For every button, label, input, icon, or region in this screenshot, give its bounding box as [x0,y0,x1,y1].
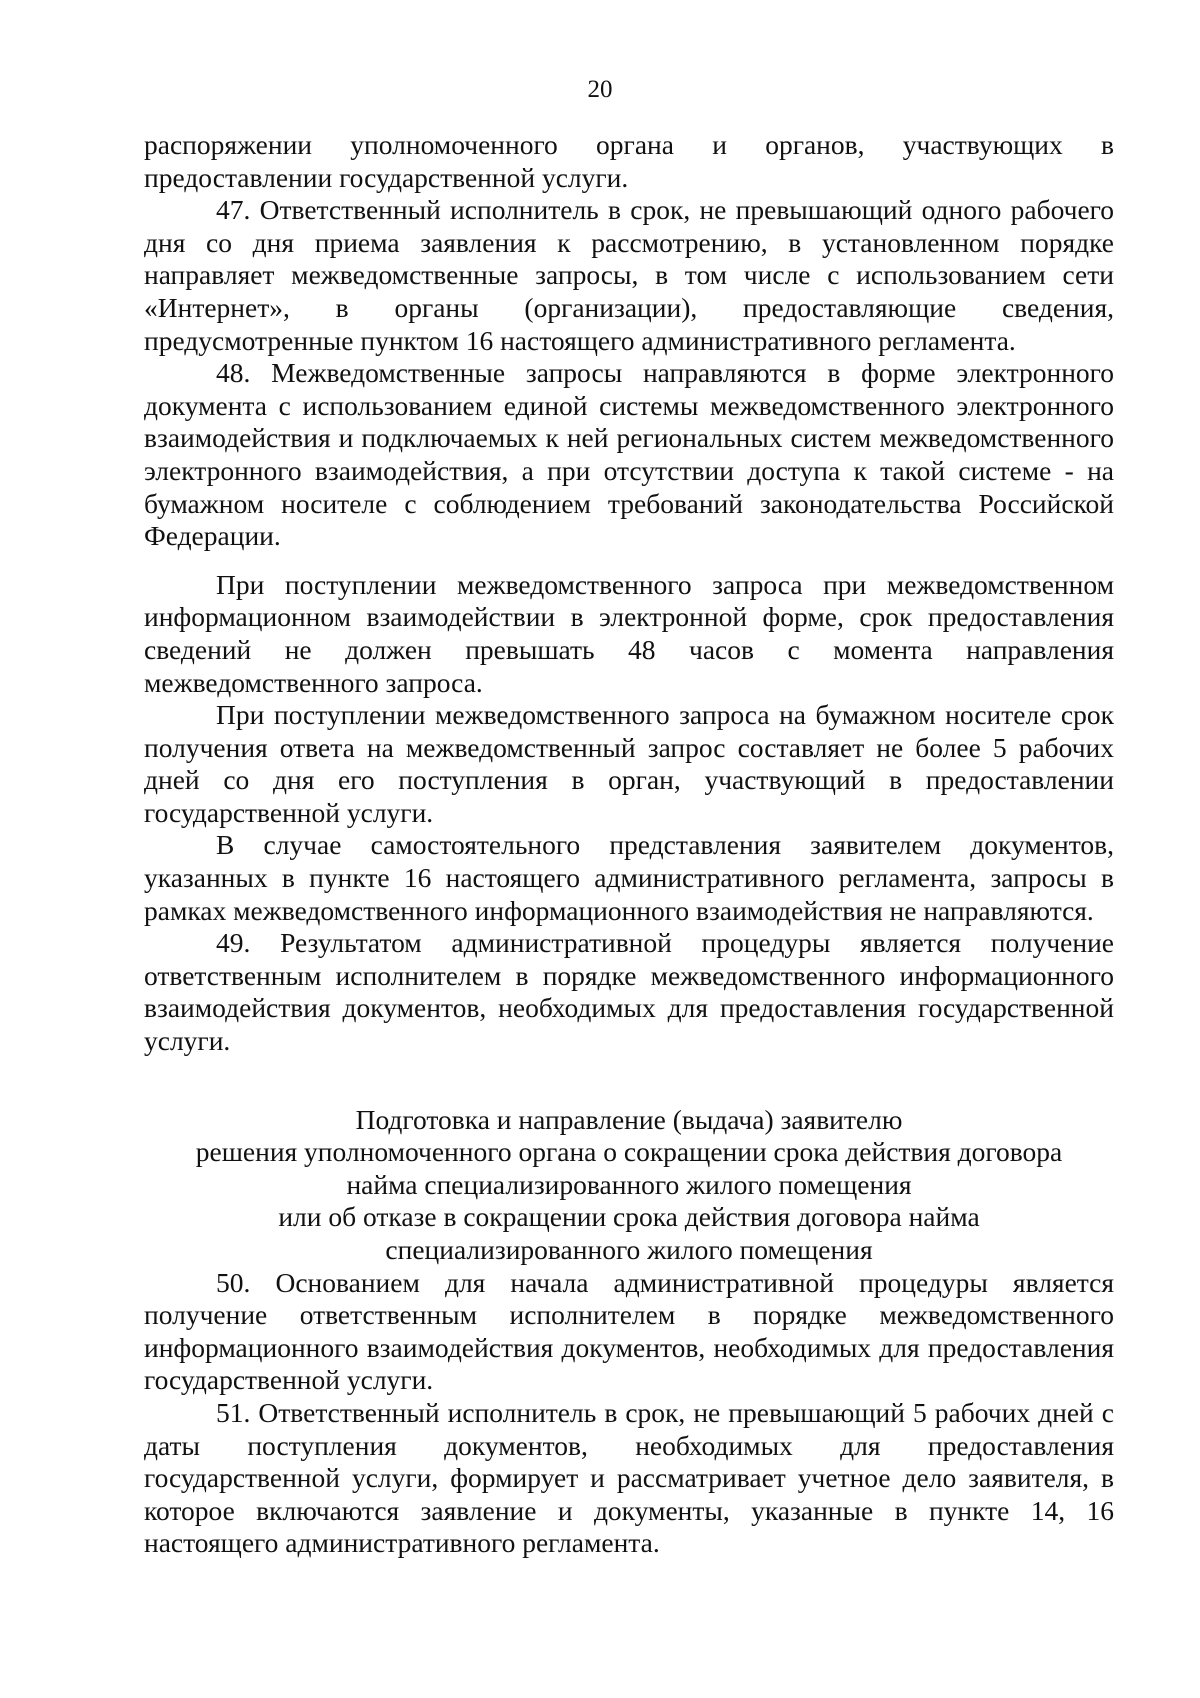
paragraph-continuation: распоряжении уполномоченного органа и органов, участвующих в предоставлении государственной услуги. [144,129,1114,193]
heading-line: Подготовка и направление (выдача) заявителю [355,1103,903,1135]
heading-line: решения уполномоченного органа о сокращении срока действия договора [195,1136,1063,1168]
heading-line: или об отказе в сокращении срока действия договора найма [278,1201,980,1233]
heading-line: специализированного жилого помещения [385,1234,873,1265]
document-body [144,129,1114,1560]
paragraph-47: 47. Ответственный исполнитель в срок, не превышающий одного рабочего дня со дня приема заявления к рассмотрению, в установленном порядке направляет межведомственные запросы, в том числе с использованием сети «Интернет», в органы (организации), предоставляющие сведения, предусмотренные пунктом 16 настоящего административного регламента. [144,194,1114,356]
paragraph-paper-request: При поступлении межведомственного запроса на бумажном носителе срок получения ответа на межведомственный запрос составляет не более 5 рабочих дней со дня его поступления в орган, участвующий в предоставлении государственной услуги. [144,699,1114,828]
paragraph-50: 50. Основанием для начала административной процедуры является получение ответственным исполнителем в порядке межведомственного информационного взаимодействия документов, необходимых для предоставления государственной услуги. [144,1266,1114,1396]
paragraph-self-submission: В случае самостоятельного представления заявителем документов, указанных в пункте 16 настоящего административного регламента, запросы в рамках межведомственного информационного взаимодействия не направляются. [144,829,1114,926]
paragraph-48: 48. Межведомственные запросы направляются в форме электронного документа с использованием единой системы межведомственного электронного взаимодействия и подключаемых к ней региональных систем межведомственного электронного взаимодействия, а при отсутствии доступа к такой системе - на бумажном носителе с соблюдением требований законодательства Российской Федерации. [144,357,1114,552]
heading-line: найма специализированного жилого помещения [346,1168,912,1200]
paragraph-spacer [144,553,1114,569]
paragraph-electronic-request: При поступлении межведомственного запроса при межведомственном информационном взаимодействии в электронной форме, срок предоставления сведений не должен превышать 48 часов с момента направления межведомственного запроса. [144,568,1114,698]
paragraph-49: 49. Результатом административной процедуры является получение ответственным исполнителем в порядке межведомственного информационного взаимодействия документов, необходимых для предоставления государственной услуги. [144,927,1114,1057]
paragraph-51: 51. Ответственный исполнитель в срок, не превышающий 5 рабочих дней с даты поступления документов, необходимых для предоставления государственной услуги, формирует и рассматривает учетное дело заявителя, в которое включаются заявление и документы, указанные в пункте 14, 16 настоящего административного регламента. [144,1396,1114,1559]
heading-spacer [144,1058,1114,1104]
page-number: 20 [587,76,613,103]
section-heading [144,1104,1114,1267]
